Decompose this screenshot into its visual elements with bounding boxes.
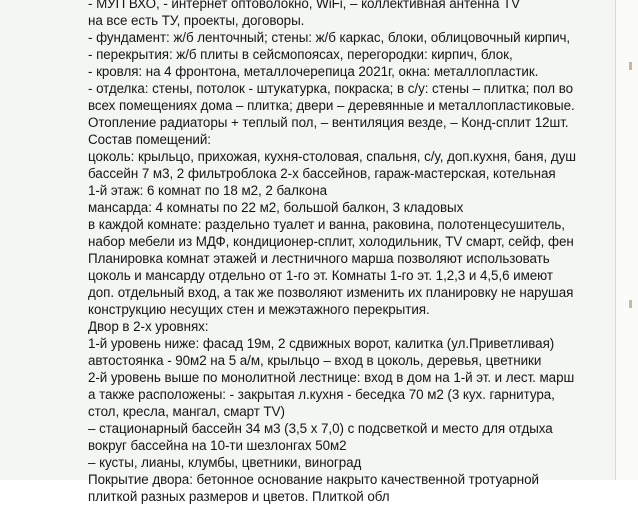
text-line: – кусты, лианы, клумбы, цветники, виноград — [88, 455, 362, 470]
text-line: Отопление радиаторы + теплый пол, – вентиляция везде, – Конд-сплит 12шт. — [88, 115, 569, 130]
text-line: бассейн 7 м3, 2 фильтроблока 2-х бассейнов, гараж-мастерская, котельная — [88, 166, 556, 181]
text-line: - перекрытия: ж/б плиты в сейсмопоясах, перегородки: кирпич, блок, — [88, 47, 513, 62]
text-line: - отделка: стены, потолок - штукатурка, покраска; в с/у: стены – плитка; пол во — [88, 81, 574, 96]
text-line: автостоянка - 90м2 на 5 а/м, крыльцо – вход в цоколь, деревья, цветники — [88, 353, 542, 368]
text-line: 1-й этаж: 6 комнат по 18 м2, 2 балкона — [88, 183, 328, 198]
text-line: Двор в 2-х уровнях: — [88, 319, 209, 334]
text-line: - кровля: на 4 фронтона, металлочерепица 2021г, окна: металлопластик. — [88, 64, 539, 79]
text-line: мансарда: 4 комнаты по 22 м2, большой балкон, 3 кладовых — [88, 200, 464, 215]
text-line: конструкцию несущих стен и межэтажного перекрытия. — [88, 302, 430, 317]
text-line: - МУП ВХО, - интернет оптоволокно, WiFi, – коллективная антенна TV — [88, 0, 521, 11]
text-line: стол, кресла, мангал, смарт TV) — [88, 404, 285, 419]
text-line: - фундамент: ж/б ленточный; стены: ж/б каркас, блоки, облицовочный кирпич, — [88, 30, 571, 45]
text-line: доп. отдельный вход, а так же позволяют изменить их планировку не нарушая — [88, 285, 574, 300]
text-line: Покрытие двора: бетонное основание накрыто качественной тротуарной — [88, 472, 539, 487]
edge-mark — [629, 300, 632, 308]
text-line: цоколь: крыльцо, прихожая, кухня-столовая, спальня, с/у, доп.кухня, баня, душ — [88, 149, 576, 164]
text-line: в каждой комнате: раздельно туалет и ванна, раковина, полотенцесушитель, — [88, 217, 565, 232]
text-line: плиткой разных размеров и цветов. Плиткой обл — [88, 489, 390, 504]
text-line: всех помещениях дома – плитка; двери – деревянные и металлопластиковые. — [88, 98, 575, 113]
text-line: цоколь и мансарду отдельно от 1-го эт. Комнаты 1-го эт. 1,2,3 и 4,5,6 имеют — [88, 268, 553, 283]
text-line: Планировка комнат этажей и лестничного марша позволяют использовать — [88, 251, 550, 266]
text-line: – стационарный бассейн 34 м3 (3,5 х 7,0) с подсветкой и место для отдыха — [88, 421, 553, 436]
text-line: набор мебели из МДФ, кондиционер-сплит, холодильник, TV смарт, сейф, фен — [88, 234, 574, 249]
edge-mark — [629, 62, 632, 70]
page-edge — [615, 0, 638, 480]
text-line: на все есть ТУ, проекты, договоры. — [88, 13, 305, 28]
text-line: 2-й уровень выше по монолитной лестнице: вход в дом на 1-й эт. и лест. марш — [88, 370, 575, 385]
text-line: 1-й уровень ниже: фасад 19м, 2 сдвижных ворот, калитка (ул.Приветливая) — [88, 336, 555, 351]
text-line: вокруг бассейна на 10-ти шезлонгах 50м2 — [88, 438, 347, 453]
document-body — [88, 0, 618, 505]
text-line: а также расположены: - закрытая л.кухня - беседка 70 м2 (3 кух. гарнитура, — [88, 387, 555, 402]
text-line: Состав помещений: — [88, 132, 211, 147]
